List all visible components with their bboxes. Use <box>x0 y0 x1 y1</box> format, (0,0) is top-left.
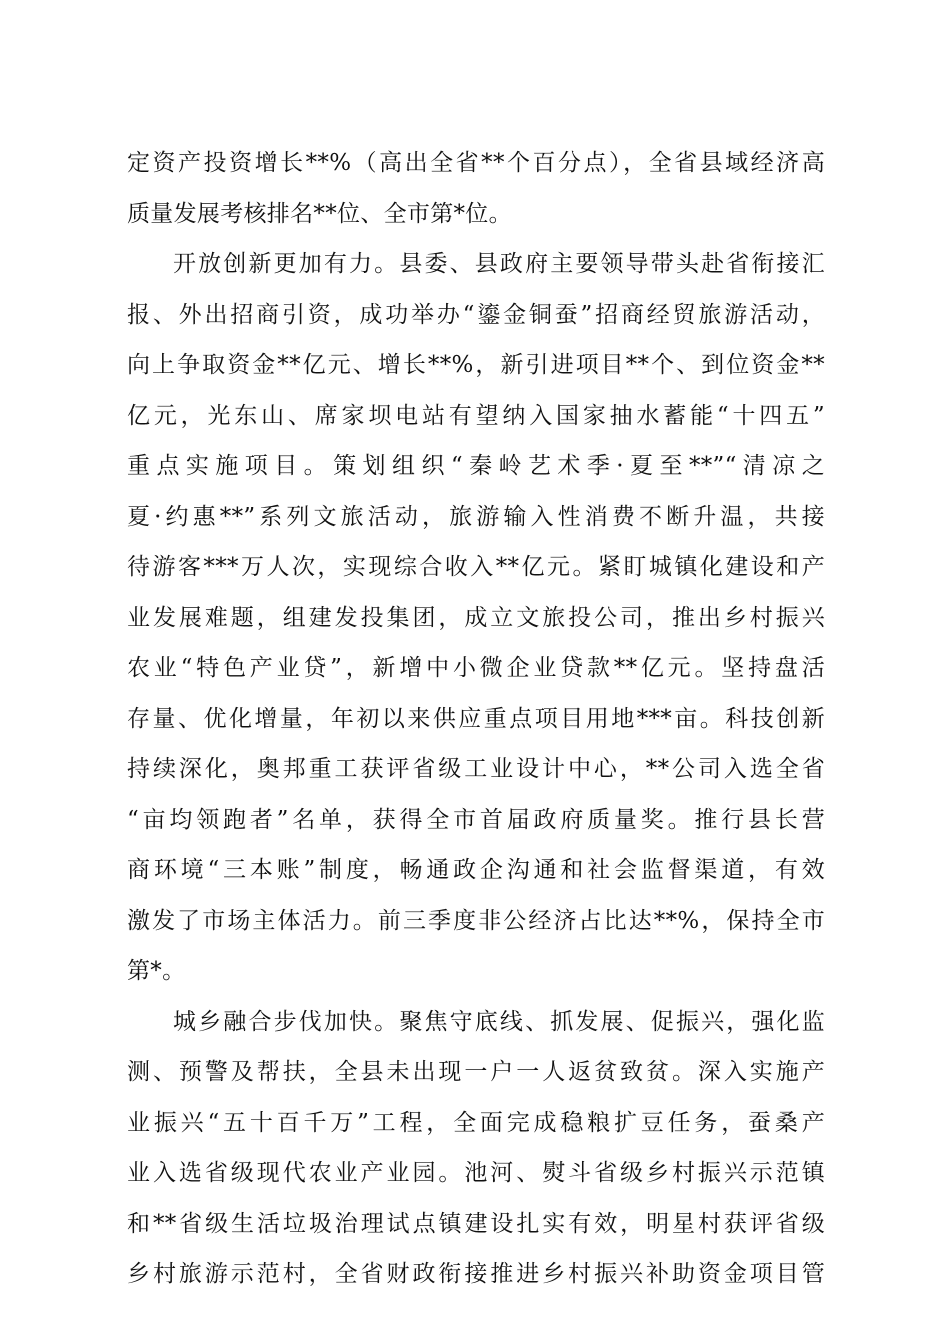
text-line: 测、预警及帮扶，全县未出现一户一人返贫致贫。深入实施产 <box>127 1059 825 1085</box>
text-line: 向上争取资金**亿元、增长**%，新引进项目**个、到位资金** <box>127 352 825 378</box>
text-line: 待游客***万人次，实现综合收入**亿元。紧盯城镇化建设和产 <box>127 554 825 580</box>
text-line: 亿元，光东山、席家坝电站有望纳入国家抽水蓄能“十四五” <box>127 402 825 429</box>
text-line: 重点实施项目。策划组织“秦岭艺术季·夏至**”“清凉之 <box>127 453 825 479</box>
paragraph-urban-rural <box>127 997 825 1300</box>
text-line: 业发展难题，组建发投集团，成立文旅投公司，推出乡村振兴 <box>127 604 825 631</box>
text-line: 定资产投资增长**%（高出全省**个百分点），全省县域经济高 <box>127 150 825 176</box>
text-line: 激发了市场主体活力。前三季度非公经济占比达**%，保持全市 <box>127 907 825 934</box>
text-line: 业入选省级现代农业产业园。池河、熨斗省级乡村振兴示范镇 <box>127 1160 825 1186</box>
text-line: 开放创新更加有力。县委、县政府主要领导带头赴省衔接汇 <box>173 251 825 277</box>
text-line: 农业“特色产业贷”，新增中小微企业贷款**亿元。坚持盘活 <box>127 655 825 681</box>
paragraph-open-innovation <box>127 239 825 997</box>
text-line: 质量发展考核排名**位、全市第*位。 <box>127 200 512 227</box>
document-page <box>127 138 825 1300</box>
text-line: 业振兴“五十百千万”工程，全面完成稳粮扩豆任务，蚕桑产 <box>127 1109 825 1136</box>
text-line: 城乡融合步伐加快。聚焦守底线、抓发展、促振兴，强化监 <box>173 1008 825 1035</box>
text-line: 夏·约惠**”系列文旅活动，旅游输入性消费不断升温，共接 <box>127 503 825 530</box>
text-line: 和**省级生活垃圾治理试点镇建设扎实有效，明星村获评省级 <box>127 1210 825 1237</box>
text-line: 存量、优化增量，年初以来供应重点项目用地***亩。科技创新 <box>127 705 825 732</box>
text-line: 乡村旅游示范村，全省财政衔接推进乡村振兴补助资金项目管 <box>127 1261 825 1287</box>
text-line: 商环境“三本账”制度，畅通政企沟通和社会监督渠道，有效 <box>127 857 825 883</box>
text-line: 第*。 <box>127 958 186 984</box>
text-line: 持续深化，奥邦重工获评省级工业设计中心，**公司入选全省 <box>127 756 825 782</box>
text-line: 报、外出招商引资，成功举办“鎏金铜蚕”招商经贸旅游活动， <box>127 301 825 328</box>
text-line: “亩均领跑者”名单，获得全市首届政府质量奖。推行县长营 <box>127 806 825 833</box>
paragraph-investment-growth <box>127 138 825 239</box>
